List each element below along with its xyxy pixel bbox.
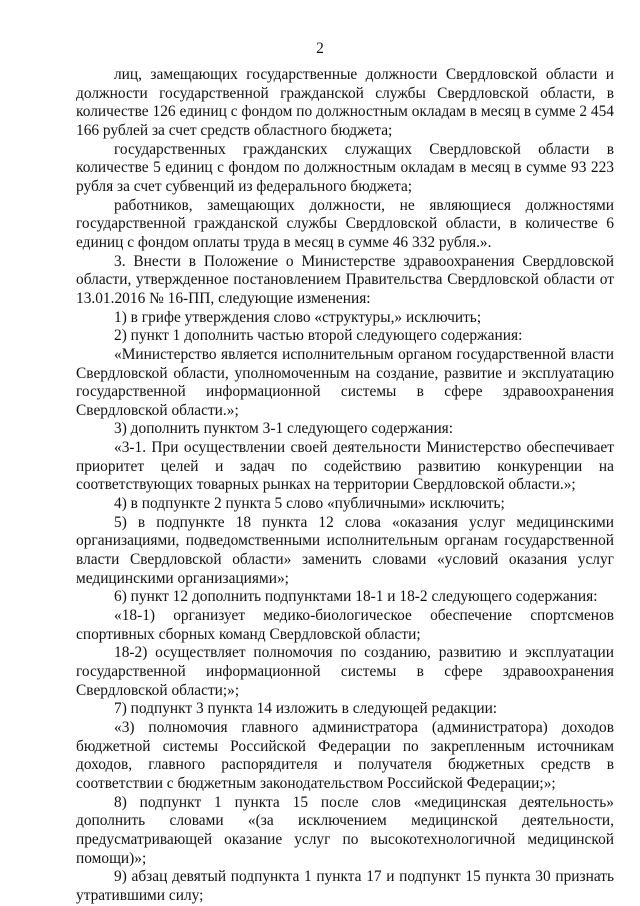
page-number: 2 bbox=[316, 40, 324, 57]
paragraph-14: 18-2) осуществляет полномочия по созданию, развитию и эксплуатации государственной информационной системы в сфере здравоохранения Свердловской области;»; bbox=[76, 644, 614, 699]
paragraph-1: лиц, замещающих государственные должности Свердловской области и должности государственной гражданской службы Свердловской области, в количестве 126 единиц с фондом по должностным окладам в месяц в сумме 2 454 166 рублей за счет средств областного бюджета; bbox=[76, 66, 614, 139]
paragraph-16: «3) полномочия главного администратора (администратора) доходов бюджетной системы Российской Федерации по закрепленным источникам доходов, главного распорядителя и получателя бюджетных средств в соответствии с бюджетным законодательством Российской Федерации;»; bbox=[76, 718, 614, 792]
document-body bbox=[76, 66, 614, 906]
paragraph-9: «3-1. При осуществлении своей деятельности Министерство обеспечивает приоритет целей и задач по содействию развитию конкуренции на соответствующих товарных рынках на территории Свердловской области.»; bbox=[76, 439, 614, 494]
paragraph-8: 3) дополнить пунктом 3-1 следующего содержания: bbox=[114, 420, 454, 438]
paragraph-2: государственных гражданских служащих Свердловской области в количестве 5 единиц с фондом по должностным окладам в месяц в сумме 93 223 рубля за счет субвенций из федерального бюджета; bbox=[76, 140, 614, 195]
paragraph-17: 8) подпункт 1 пункта 15 после слов «медицинская деятельность» дополнить словами «(за исключением медицинской деятельности, предусматривающей оказание услуг по высокотехнологичной медицинской помощи)»; bbox=[76, 793, 614, 867]
paragraph-18: 9) абзац девятый подпункта 1 пункта 17 и подпункт 15 пункта 30 признать утратившими силу; bbox=[76, 868, 614, 904]
paragraph-12: 6) пункт 12 дополнить подпунктами 18-1 и 18-2 следующего содержания: bbox=[114, 588, 598, 606]
paragraph-4: 3. Внести в Положение о Министерстве здравоохранения Свердловской области, утвержденное постановлением Правительства Свердловской области от 13.01.2016 № 16-ПП, следующие изменения: bbox=[76, 252, 614, 307]
paragraph-5: 1) в грифе утверждения слово «структуры,» исключить; bbox=[114, 308, 482, 326]
paragraph-7: «Министерство является исполнительным органом государственной власти Свердловской области, уполномоченным на создание, развитие и эксплуатацию государственной информационной системы в сфере здравоохранения Свердловской области.»; bbox=[76, 345, 614, 419]
paragraph-3: работников, замещающих должности, не являющиеся должностями государственной гражданской службы Свердловской области, в количестве 6 единиц с фондом оплаты труда в месяц в сумме 46 332 рубля.». bbox=[76, 196, 614, 251]
paragraph-15: 7) подпункт 3 пункта 14 изложить в следующей редакции: bbox=[114, 700, 498, 718]
paragraph-10: 4) в подпункте 2 пункта 5 слово «публичными» исключить; bbox=[114, 495, 505, 513]
paragraph-6: 2) пункт 1 дополнить частью второй следующего содержания: bbox=[114, 327, 523, 345]
paragraph-11: 5) в подпункте 18 пункта 12 слова «оказания услуг медицинскими организациями, подведомственными исполнительным органам государственной власти Свердловской области» заменить словами «условий оказания услуг медицинскими организациями»; bbox=[76, 513, 614, 587]
paragraph-13: «18-1) организует медико-биологическое обеспечение спортсменов спортивных сборных команд Свердловской области; bbox=[76, 607, 614, 643]
